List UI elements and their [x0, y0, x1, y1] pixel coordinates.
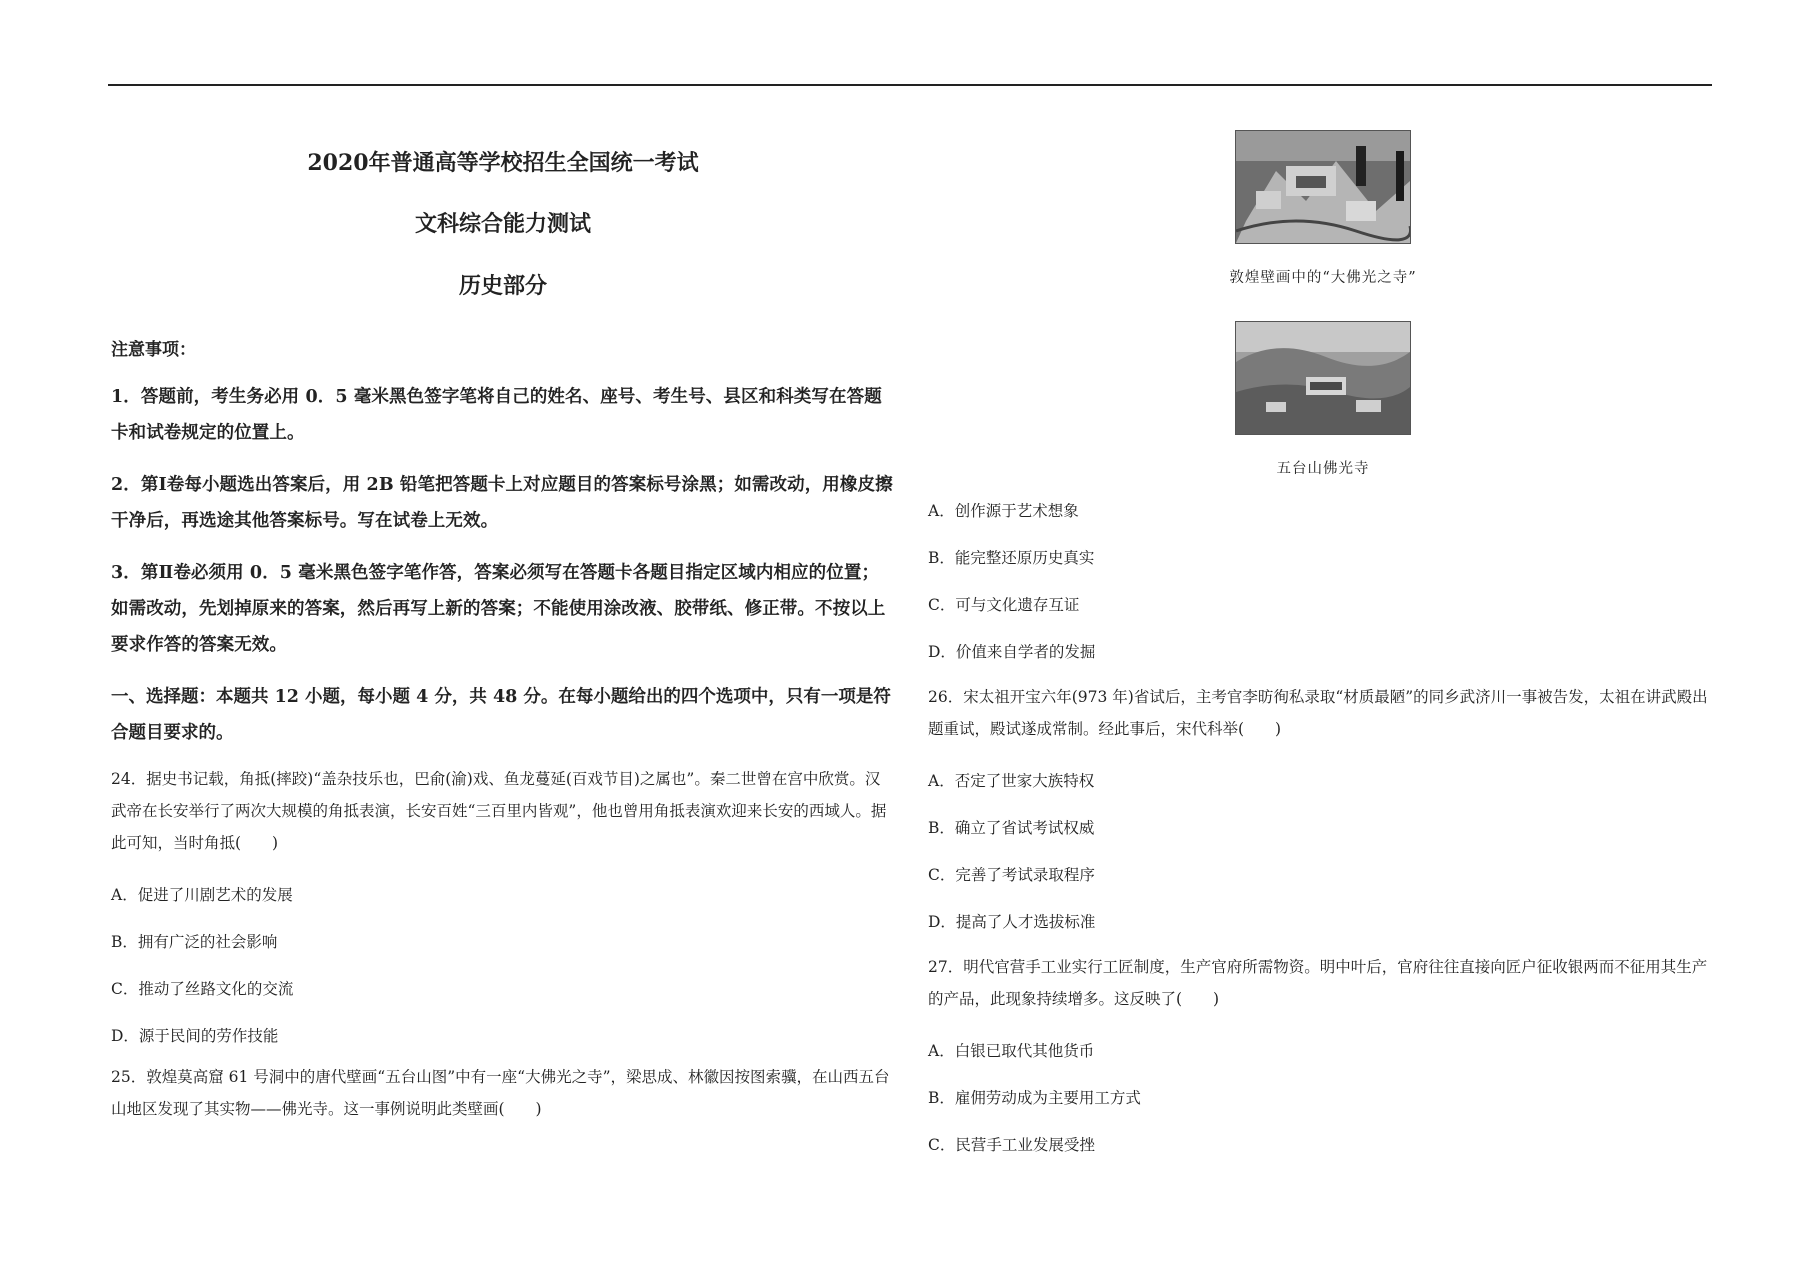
- exam-section-title: 历史部分: [458, 273, 547, 299]
- foguang-temple-image: [1235, 321, 1411, 435]
- question-24-option-c: C．推动了丝路文化的交流: [111, 980, 294, 998]
- left-column: [111, 146, 893, 1125]
- question-27-stem: 27．明代官营手工业实行工匠制度，生产官府所需物资。明中叶后，官府往往直接向匠户征收银两而不征用其生产的产品，此现象持续增多。这反映了( ): [928, 958, 1708, 1008]
- figure-foguang-temple: [928, 321, 1718, 478]
- question-26-option-c: C．完善了考试录取程序: [928, 866, 1095, 884]
- exam-subtitle: 文科综合能力测试: [414, 211, 591, 237]
- question-27-option-b: B．雇佣劳动成为主要用工方式: [928, 1089, 1141, 1107]
- notice-item-2: 2．第Ⅰ卷每小题选出答案后，用 2B 铅笔把答题卡上对应题目的答案标号涂黑；如需改动，用橡皮擦干净后，再选途其他答案标号。写在试卷上无效。: [111, 475, 893, 531]
- exam-title: 2020年普通高等学校招生全国统一考试: [307, 150, 699, 176]
- question-27-option-a: A．白银已取代其他货币: [928, 1042, 1095, 1060]
- dunhuang-mural-image: [1235, 130, 1411, 244]
- figure-1-caption: 敦煌壁画中的“大佛光之寺”: [1229, 270, 1417, 286]
- question-24-stem: 24．据史书记载，角抵(摔跤)“盖杂技乐也，巴俞(渝)戏、鱼龙蔓延(百戏节目)之属也”。秦二世曾在宫中欣赏。汉武帝在长安举行了两次大规模的角抵表演，长安百姓“三百里内皆观”，他也曾用角抵表演欢迎来长安的西域人。据此可知，当时角抵( ): [111, 770, 887, 852]
- question-25-option-b: B．能完整还原历史真实: [928, 549, 1095, 567]
- question-26-option-b: B．确立了省试考试权威: [928, 819, 1095, 837]
- top-rule: [108, 84, 1712, 86]
- question-24-option-b: B．拥有广泛的社会影响: [111, 933, 278, 951]
- question-26-stem: 26．宋太祖开宝六年(973 年)省试后，主考官李昉徇私录取“材质最陋”的同乡武济川一事被告发，太祖在讲武殿出题重试，殿试遂成常制。经此事后，宋代科举( ): [928, 688, 1708, 738]
- question-27-option-c: C．民营手工业发展受挫: [928, 1136, 1095, 1154]
- question-25-option-d: D．价值来自学者的发掘: [928, 643, 1096, 661]
- question-25-option-c: C．可与文化遗存互证: [928, 596, 1080, 614]
- question-24-option-a: A．促进了川剧艺术的发展: [111, 886, 293, 904]
- question-25-option-a: A．创作源于艺术想象: [928, 502, 1079, 520]
- section-heading: 一、选择题：本题共 12 小题，每小题 4 分，共 48 分。在每小题给出的四个选项中，只有一项是符合题目要求的。: [111, 687, 891, 743]
- notice-heading: 注意事项：: [111, 340, 196, 360]
- notice-item-3: 3．第Ⅱ卷必须用 0．5 毫米黑色签字笔作答，答案必须写在答题卡各题目指定区域内相应的位置；如需改动，先划掉原来的答案，然后再写上新的答案；不能使用涂改液、胶带纸、修正带。不按以上要求作答的答案无效。: [111, 563, 886, 655]
- question-25-stem: 25．敦煌莫高窟 61 号洞中的唐代壁画“五台山图”中有一座“大佛光之寺”，梁思成、林徽因按图索骥，在山西五台山地区发现了其实物——佛光寺。这一事例说明此类壁画( ): [111, 1068, 890, 1118]
- figure-dunhuang-mural: [928, 130, 1718, 287]
- figure-2-caption: 五台山佛光寺: [1276, 461, 1370, 477]
- question-26-option-a: A．否定了世家大族特权: [928, 772, 1095, 790]
- question-26-option-d: D．提高了人才选拔标准: [928, 913, 1096, 931]
- right-column: [928, 130, 1718, 1156]
- notice-item-1: 1．答题前，考生务必用 0．5 毫米黑色签字笔将自己的姓名、座号、考生号、县区和科类写在答题卡和试卷规定的位置上。: [111, 387, 882, 443]
- question-24-option-d: D．源于民间的劳作技能: [111, 1027, 279, 1045]
